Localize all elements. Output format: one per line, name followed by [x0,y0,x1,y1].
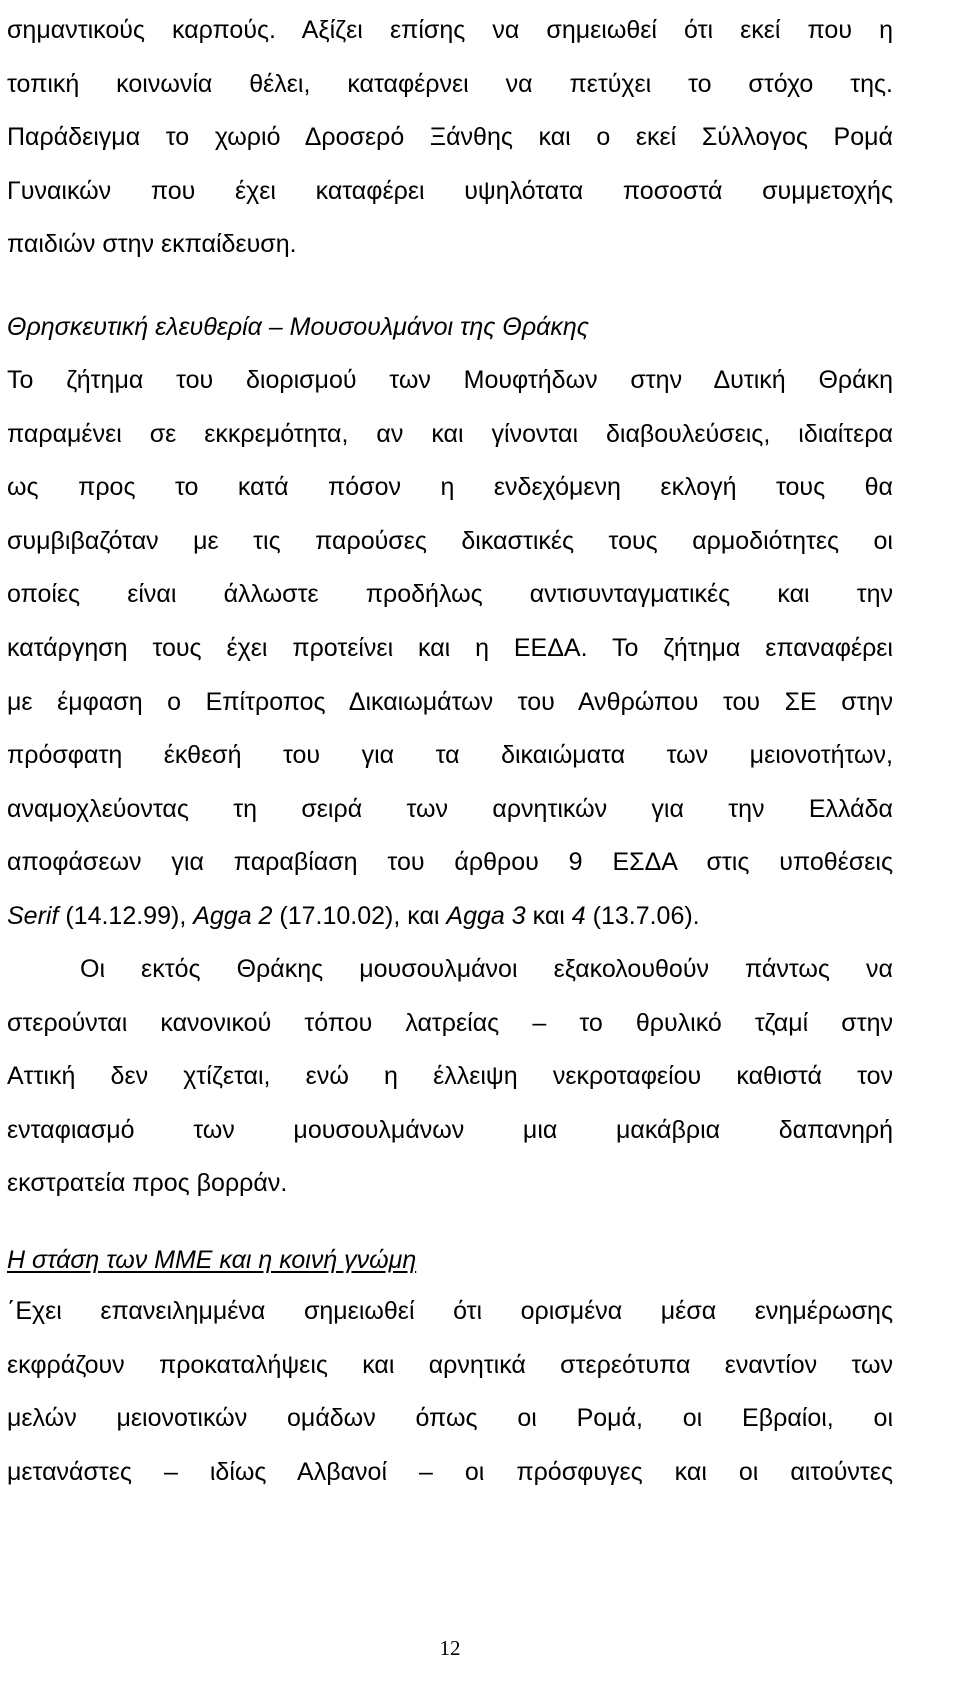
text-line: με έμφαση ο Επίτροπος Δικαιωμάτων του Ανθρώπου του ΣΕ στην [7,687,893,716]
religious-freedom-paragraph [7,354,893,944]
text-line: μελών μειονοτικών ομάδων όπως οι Ρομά, οι Εβραίοι, οι [7,1404,893,1433]
text-line: σημαντικούς καρπούς. Αξίζει επίσης να σημειωθεί ότι εκεί που η [7,16,893,44]
case-date: (17.10.02), και [272,901,447,930]
text-line: οποίες είναι άλλωστε προδήλως αντισυνταγματικές και την [7,580,893,609]
text-line: ΄Εχει επανειλημμένα σημειωθεί ότι ορισμένα μέσα ενημέρωσης [7,1297,893,1325]
section-heading-media [7,1234,416,1288]
text-line: συμβιβαζόταν με τις παρούσες δικαστικές τους αρμοδιότητες οι [7,526,893,555]
muslims-outside-thrace-paragraph [7,943,893,1211]
media-paragraph [7,1285,893,1499]
case-name-agga-2: Agga 2 [193,901,273,930]
section-heading-media-text: Η στάση των ΜΜΕ και η κοινή γνώμη [7,1246,417,1274]
text-line: ως προς το κατά πόσον η ενδεχόμενη εκλογή τους θα [7,473,893,502]
text-line: τοπική κοινωνία θέλει, καταφέρνει να πετύχει το στόχο της. [7,69,893,98]
case-name-serif: Serif [7,901,59,930]
text-line: παραμένει σε εκκρεμότητα, αν και γίνονται διαβουλεύσεις, ιδιαίτερα [7,419,893,448]
text-line: αναμοχλεύοντας τη σειρά των αρνητικών για την Ελλάδα [7,794,893,823]
text-line: κατάργηση τους έχει προτείνει και η ΕΕΔΑ. Το ζήτημα επαναφέρει [7,633,893,662]
case-date: (13.7.06). [585,901,700,930]
text-line: στερούνται κανονικού τόπου λατρείας – το θρυλικό τζαμί στην [7,1008,893,1037]
text-line: ενταφιασμό των μουσουλμάνων μια μακάβρια δαπανηρή [7,1115,893,1144]
text-line: εκστρατεία προς βορράν. [7,1169,288,1198]
text-line: Παράδειγμα το χωριό Δροσερό Ξάνθης και ο εκεί Σύλλογος Ρομά [7,123,893,152]
case-citations-line [7,890,893,944]
text-line: μετανάστες – ιδίως Αλβανοί – οι πρόσφυγες και οι αιτούντες [7,1457,893,1486]
text-line: Οι εκτός Θράκης μουσουλμάνοι εξακολουθούν πάντως να [80,955,893,983]
text-line: εκφράζουν προκαταλήψεις και αρνητικά στερεότυπα εναντίον των [7,1350,893,1379]
case-name-agga-3: Agga 3 [446,901,526,930]
text-line: Το ζήτημα του διορισμού των Μουφτήδων στην Δυτική Θράκη [7,366,893,394]
page-number: 12 [439,1636,461,1660]
intro-paragraph [7,4,893,272]
case-join: και [525,901,572,930]
text-line: Γυναικών που έχει καταφέρει υψηλότατα ποσοστά συμμετοχής [7,176,893,205]
text-line: αποφάσεων για παραβίαση του άρθρου 9 ΕΣΔΑ στις υποθέσεις [7,848,893,877]
text-line: παιδιών στην εκπαίδευση. [7,230,297,259]
text-line: Αττική δεν χτίζεται, ενώ η έλλειψη νεκροταφείου καθιστά τον [7,1062,893,1091]
text-line: πρόσφατη έκθεσή του για τα δικαιώματα των μειονοτήτων, [7,741,893,770]
case-name-4: 4 [571,901,586,930]
section-heading-religious-freedom: Θρησκευτική ελευθερία – Μουσουλμάνοι της Θράκης [7,313,589,341]
case-date: (14.12.99), [58,901,194,930]
